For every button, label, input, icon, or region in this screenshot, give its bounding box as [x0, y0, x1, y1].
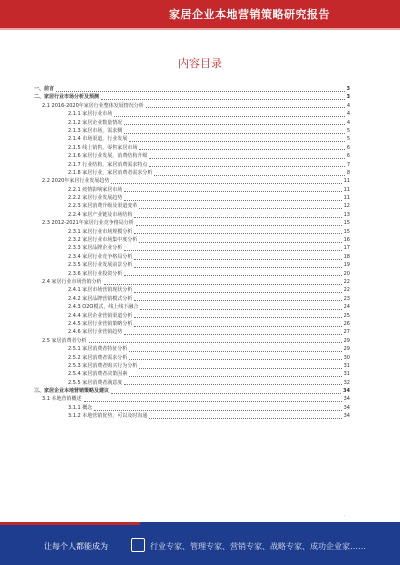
toc-entry-page: 34	[343, 413, 350, 420]
toc-entry-page: 17	[343, 245, 350, 252]
toc-entry-page: 34	[343, 388, 350, 395]
toc-leader-dots	[139, 149, 344, 150]
toc-leader-dots	[129, 351, 341, 352]
toc-leader-dots	[149, 158, 344, 159]
toc-entry-page: 3	[346, 86, 350, 92]
toc-entry-page: 12	[343, 203, 350, 210]
toc-leader-dots	[124, 133, 345, 134]
toc-entry-title: 3.1 本地营销概述	[42, 396, 82, 403]
toc-leader-dots	[134, 326, 341, 327]
toc-entry-title: 2.2 2020年家居行业发展趋势	[42, 178, 110, 185]
header-divider	[0, 28, 400, 30]
toc-entry-title: 2.5.3 家居消费者购买行为分析	[68, 362, 138, 369]
toc-leader-dots	[146, 107, 345, 108]
toc-entry-page: 29	[343, 337, 350, 344]
toc-entry[interactable]	[28, 354, 350, 362]
toc-entry-title: 一、前言	[34, 86, 55, 92]
toc-entry-title: 2.3.4 家居行业竞争格局分析	[68, 253, 133, 260]
toc-entry-page: 11	[343, 178, 350, 185]
toc-leader-dots	[139, 242, 341, 243]
toc-entry-title: 2.2.3 家居消费升级及渠道变革	[68, 203, 138, 210]
toc-entry[interactable]	[28, 387, 350, 395]
toc-leader-dots	[149, 166, 344, 167]
toc-heading: 内容目录	[178, 57, 222, 70]
toc-leader-dots	[114, 116, 345, 117]
toc-entry[interactable]	[28, 303, 350, 311]
toc-entry-title: 2.2.2 家居行业发展趋势	[68, 195, 123, 202]
toc-entry-title: 2.1 2016-2020年家居行业整体发展情况分析	[42, 102, 144, 109]
toc-entry[interactable]	[28, 370, 350, 378]
page-marker: .	[344, 512, 346, 518]
toc-entry-page: 34	[343, 404, 350, 411]
toc-leader-dots	[94, 410, 341, 411]
toc-leader-dots	[134, 233, 341, 234]
toc-entry-page: 8	[346, 169, 350, 176]
toc-entry-page: 30	[343, 354, 350, 361]
toc-entry-page: 4	[346, 119, 350, 126]
toc-entry[interactable]	[28, 93, 350, 101]
toc-entry-title: 2.2.4 家居产业链及市场结构	[68, 211, 133, 218]
toc-entry[interactable]	[28, 202, 350, 210]
toc-entry-page: 4	[346, 111, 350, 118]
toc-entry-title: 2.4.3 O2O模式，线上线下融合	[68, 304, 139, 311]
footer-stripe	[0, 522, 400, 525]
toc-entry-page: 31	[343, 371, 350, 378]
toc-leader-dots	[149, 418, 341, 419]
toc-entry-page: 23	[343, 295, 350, 302]
toc-leader-dots	[139, 368, 341, 369]
toc-entry[interactable]	[28, 219, 350, 227]
toc-entry-title: 2.4.4 家居企业营销渠道分析	[68, 312, 133, 319]
toc-entry-title: 2.1.6 家居行业发展，消费结构升级	[68, 153, 148, 160]
toc-entry[interactable]	[28, 177, 350, 185]
toc-leader-dots	[134, 317, 341, 318]
toc-leader-dots	[129, 141, 344, 142]
toc-entry[interactable]	[28, 127, 350, 135]
toc-entry-title: 2.2.1 疫情影响家居市场	[68, 186, 123, 193]
toc-entry[interactable]	[28, 211, 350, 219]
toc-entry[interactable]	[28, 412, 350, 420]
toc-leader-dots	[134, 259, 341, 260]
toc-entry[interactable]	[28, 261, 350, 269]
toc-entry[interactable]	[28, 169, 350, 177]
toc-leader-dots	[154, 175, 344, 176]
toc-entry-title: 2.5 家居消费者分析	[42, 337, 87, 344]
toc-entry-page: 18	[343, 253, 350, 260]
toc-entry[interactable]	[28, 362, 350, 370]
footer-slogan-lead: 让每个人都能成为	[44, 542, 108, 551]
toc-leader-dots	[139, 208, 341, 209]
toc-leader-dots	[89, 342, 342, 343]
toc-entry-title: 2.4.5 家居行业营销策略分析	[68, 320, 133, 327]
toc-entry[interactable]	[28, 102, 350, 110]
toc-entry[interactable]	[28, 328, 350, 336]
toc-entry[interactable]	[28, 270, 350, 278]
toc-entry-title: 2.3.1 家居行业市场规模分析	[68, 228, 133, 235]
toc-entry-title: 3.1.1 概念	[68, 404, 93, 411]
report-title: 家居企业本地营销策略研究报告	[169, 8, 330, 21]
toc-entry-page: 24	[343, 304, 350, 311]
toc-leader-dots	[111, 393, 341, 394]
toc-entry[interactable]	[28, 320, 350, 328]
toc-leader-dots	[124, 191, 341, 192]
toc-entry-title: 2.4 家居行业市场营销分析	[42, 278, 102, 285]
toc-entry-title: 2.4.6 家居行业营销趋势	[68, 329, 123, 336]
toc-entry[interactable]	[28, 337, 350, 345]
toc-entry-title: 2.3.3 家居品牌企业分析	[68, 245, 123, 252]
toc-entry[interactable]	[28, 135, 350, 143]
toc-leader-dots	[136, 225, 342, 226]
toc-entry-page: 15	[343, 228, 350, 235]
toc-entry-page: 22	[343, 278, 350, 285]
toc-leader-dots	[124, 200, 341, 201]
toc-entry-title: 2.1.8 家居行业，家居消费者需求分析	[68, 169, 153, 176]
toc-entry[interactable]	[28, 286, 350, 294]
toc-entry-page: 13	[343, 211, 350, 218]
toc-entry-page: 11	[343, 195, 350, 202]
footer-logo-icon	[131, 538, 145, 552]
toc-leader-dots	[129, 359, 341, 360]
toc-entry-title: 2.5.4 家居消费者决策因素	[68, 371, 128, 378]
toc-entry[interactable]	[28, 152, 350, 160]
toc-entry[interactable]	[28, 236, 350, 244]
toc-entry[interactable]	[28, 244, 350, 252]
toc-entry[interactable]	[28, 295, 350, 303]
toc-entry[interactable]	[28, 186, 350, 194]
toc-entry-page: 5	[346, 127, 350, 134]
toc-entry-page: 22	[343, 287, 350, 294]
toc-entry[interactable]	[28, 119, 350, 127]
toc-entry-page: 16	[343, 237, 350, 244]
toc-entry-title: 2.1.3 家居市场，需求侧	[68, 127, 123, 134]
footer-slogan-tail: 行业专家、管理专家、营销专家、战略专家、成功企业家……	[150, 542, 366, 551]
toc-entry-title: 2.4.1 家居市场营销现状分析	[68, 287, 133, 294]
toc-entry-title: 2.1.7 行业结构，家居消费需求特点	[68, 161, 148, 168]
toc-entry-page: 3	[346, 94, 350, 101]
toc-entry[interactable]	[28, 312, 350, 320]
toc-entry-page: 15	[343, 220, 350, 227]
toc-entry[interactable]	[28, 110, 350, 118]
toc-entry-title: 2.1.1 家居行业市场	[68, 111, 113, 118]
toc-entry-page: 26	[343, 320, 350, 327]
toc-entry-page: 5	[346, 136, 350, 143]
toc-entry-page: 11	[343, 186, 350, 193]
toc-entry-title: 2.5.2 家居消费者需求分析	[68, 354, 128, 361]
toc-leader-dots	[140, 309, 341, 310]
toc-leader-dots	[134, 217, 341, 218]
toc-entry[interactable]	[28, 144, 350, 152]
toc-entry-title: 2.5.5 家居消费者满意度	[68, 379, 123, 386]
toc-leader-dots	[124, 334, 341, 335]
toc-entry-title: 2.1.5 线上销售，零售家居市场	[68, 144, 138, 151]
toc-entry-page: 27	[343, 329, 350, 336]
toc-entry-page: 29	[343, 346, 350, 353]
toc-leader-dots	[134, 267, 341, 268]
table-of-contents	[28, 85, 350, 421]
toc-entry[interactable]	[28, 345, 350, 353]
toc-entry-title: 2.1.2 家居企业数量情况	[68, 119, 123, 126]
toc-leader-dots	[104, 284, 342, 285]
toc-entry-page: 34	[343, 396, 350, 403]
toc-entry-page: 6	[346, 153, 350, 160]
toc-entry[interactable]	[28, 85, 350, 93]
toc-entry-page: 4	[346, 102, 350, 109]
toc-leader-dots	[84, 401, 342, 402]
toc-entry[interactable]	[28, 194, 350, 202]
toc-entry-title: 2.3.2 家居行业市场集中度分析	[68, 237, 138, 244]
toc-entry-page: 20	[343, 270, 350, 277]
toc-entry-page: 25	[343, 312, 350, 319]
toc-leader-dots	[134, 300, 341, 301]
toc-leader-dots	[124, 275, 341, 276]
toc-entry[interactable]	[28, 253, 350, 261]
toc-entry-title: 2.1.4 市场渠道，行业发展	[68, 136, 128, 143]
toc-leader-dots	[124, 124, 345, 125]
toc-leader-dots	[111, 183, 341, 184]
toc-entry[interactable]	[28, 395, 350, 403]
toc-leader-dots	[124, 384, 341, 385]
toc-entry-title: 2.3 2012-2021年家居行业竞争格局分析	[42, 220, 134, 227]
toc-entry-title: 2.3.5 家居行业发展前景分析	[68, 262, 133, 269]
toc-leader-dots	[134, 292, 341, 293]
toc-leader-dots	[56, 91, 345, 92]
toc-entry[interactable]	[28, 379, 350, 387]
toc-entry[interactable]	[28, 228, 350, 236]
toc-entry-title: 三、家居企业本地营销策略及建议	[34, 388, 110, 395]
toc-entry-title: 2.5.1 家居消费者特征分析	[68, 346, 128, 353]
toc-entry-page: 31	[343, 362, 350, 369]
toc-entry[interactable]	[28, 278, 350, 286]
toc-leader-dots	[101, 99, 345, 100]
toc-entry-page: 32	[343, 379, 350, 386]
toc-entry-page: 6	[346, 144, 350, 151]
toc-entry[interactable]	[28, 404, 350, 412]
toc-entry[interactable]	[28, 161, 350, 169]
toc-entry-page: 7	[346, 161, 350, 168]
toc-entry-title: 2.4.2 家居品牌营销模式分析	[68, 295, 133, 302]
toc-entry-page: 19	[343, 262, 350, 269]
toc-entry-title: 二、家居行业市场分析及预测	[34, 94, 100, 101]
toc-entry-title: 3.1.2 本地营销优势，可以及时沟通	[68, 413, 148, 420]
toc-leader-dots	[129, 376, 341, 377]
toc-entry-title: 2.3.6 家居行业投资分析	[68, 270, 123, 277]
toc-leader-dots	[124, 250, 341, 251]
